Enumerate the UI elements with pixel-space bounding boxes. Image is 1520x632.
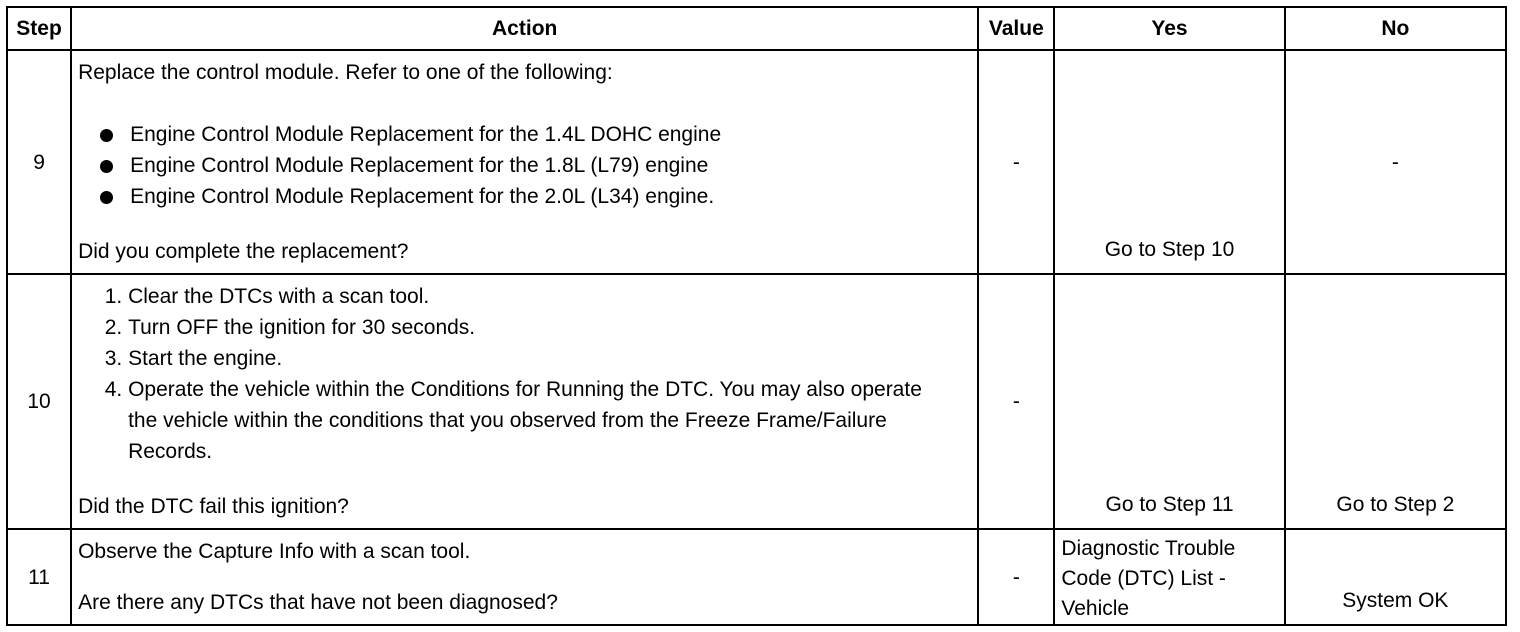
step-number: 10: [7, 274, 71, 529]
action-question: Did the DTC fail this ignition?: [78, 495, 349, 518]
yes-link[interactable]: Go to Step 11: [1105, 493, 1234, 516]
action-intro: Observe the Capture Info with a scan tool.: [78, 540, 471, 563]
value-cell: -: [978, 529, 1054, 625]
action-cell: [71, 274, 978, 529]
no-link[interactable]: Go to Step 2: [1336, 493, 1455, 516]
list-item: 2. Turn OFF the ignition for 30 seconds.: [128, 312, 967, 343]
list-item: Engine Control Module Replacement for the 1.8L (L79) engine: [98, 150, 967, 181]
value-cell: -: [978, 50, 1054, 274]
action-cell: [71, 529, 978, 625]
no-cell: -: [1285, 50, 1506, 274]
header-no: No: [1285, 7, 1506, 50]
table-row: [7, 529, 1506, 625]
yes-link[interactable]: Go to Step 10: [1104, 238, 1235, 261]
yes-line: Vehicle: [1061, 597, 1130, 620]
table-row: [7, 50, 1506, 274]
list-item: Engine Control Module Replacement for the 2.0L (L34) engine.: [98, 181, 967, 212]
list-item: 3. Start the engine.: [128, 343, 967, 374]
action-intro: Replace the control module. Refer to one of the following:: [78, 61, 613, 84]
no-result: System OK: [1342, 589, 1449, 612]
yes-line: Code (DTC) List -: [1061, 567, 1226, 590]
no-cell: [1285, 529, 1506, 625]
action-cell: [71, 50, 978, 274]
numbered-list: [78, 281, 967, 467]
table-row: [7, 274, 1506, 529]
list-item: 1. Clear the DTCs with a scan tool.: [128, 281, 967, 312]
yes-cell: [1054, 274, 1284, 529]
header-value: Value: [978, 7, 1054, 50]
list-item: 4. Operate the vehicle within the Conditions for Running the DTC. You may also operate the vehicle within the conditions that you observed from the Freeze Frame/Failure Records.: [128, 374, 967, 467]
yes-cell: [1054, 50, 1284, 274]
action-question: Did you complete the replacement?: [78, 240, 409, 263]
bullet-list: [78, 119, 967, 212]
diagnostic-table: [6, 6, 1507, 626]
value-cell: -: [978, 274, 1054, 529]
header-row: [7, 7, 1506, 50]
yes-cell: [1054, 529, 1284, 625]
yes-link[interactable]: [1061, 534, 1235, 624]
yes-line: Diagnostic Trouble: [1061, 537, 1236, 560]
list-item: Engine Control Module Replacement for the 1.4L DOHC engine: [98, 119, 967, 150]
header-yes: Yes: [1054, 7, 1284, 50]
action-question: Are there any DTCs that have not been diagnosed?: [78, 591, 558, 614]
header-step: Step: [7, 7, 71, 50]
step-number: 9: [7, 50, 71, 274]
no-cell: [1285, 274, 1506, 529]
step-number: 11: [7, 529, 71, 625]
header-action: Action: [71, 7, 978, 50]
